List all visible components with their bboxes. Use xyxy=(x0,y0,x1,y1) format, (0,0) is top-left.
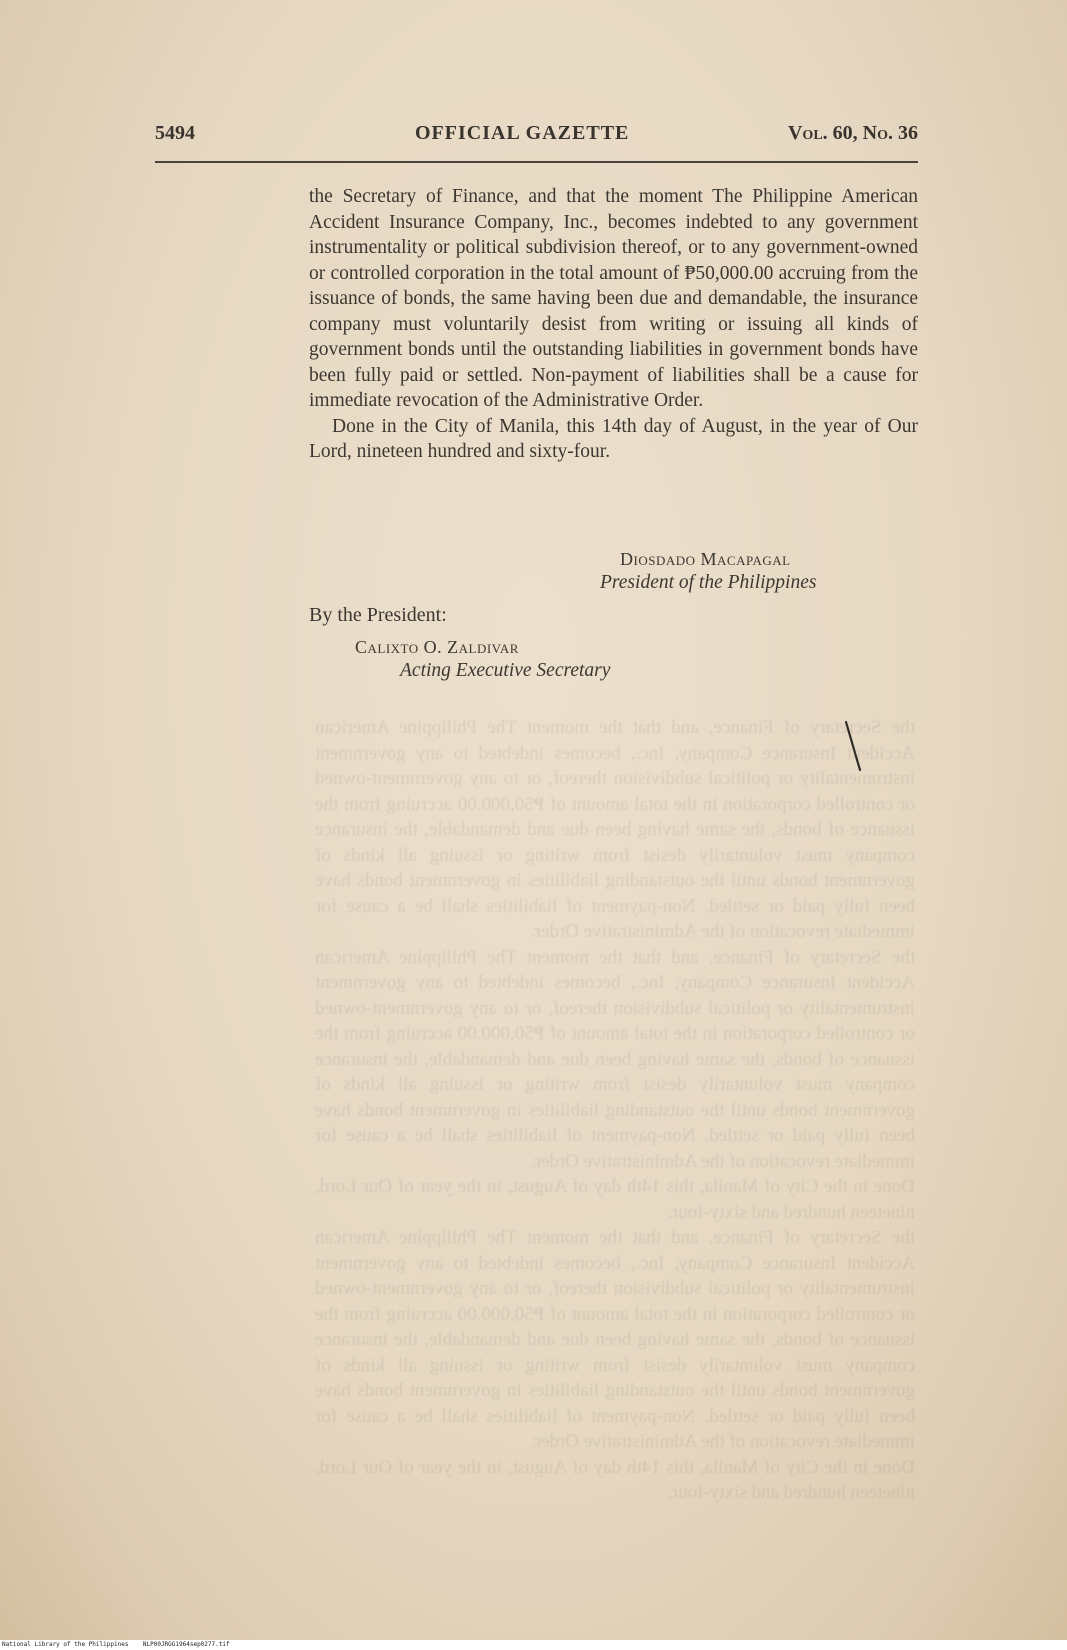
volume-info: Vol. 60, No. 36 xyxy=(787,122,918,144)
body-text xyxy=(309,184,918,465)
secretary-name: Calixto O. Zaldivar xyxy=(355,637,519,657)
page-header xyxy=(155,122,923,152)
president-title: President of the Philippines xyxy=(600,572,817,593)
president-name: Diosdado Macapagal xyxy=(620,549,791,569)
publication-title: OFFICIAL GAZETTE xyxy=(415,122,630,144)
by-the-president-line: By the President: xyxy=(309,604,447,626)
page-number: 5494 xyxy=(155,122,195,144)
secretary-title: Acting Executive Secretary xyxy=(400,660,611,681)
header-rule xyxy=(155,161,918,163)
scan-footer-note: National Library of the Philippines NLP00JRGG1964sep0277.tif xyxy=(2,1641,230,1648)
bleed-through-text: the Secretary of Finance, and that the moment The Philippine American Accident Insurance Company, Inc., becomes indebted to any government instrumentality or political subdivision thereof, or to any government-owned or controlled corporation in the total amount of ₱50,000.00 accruing from the issuance of bonds, the same having been due and demandable, the insurance company must voluntarily desist from writing or issuing all kinds of government bonds until the outstanding liabilities in government bonds have been fully paid or settled. Non-payment of liabilities shall be a cause for immediate revocation of the Administrative Order. the Secretary of Finance, and that the moment The Philippine American Accident Insurance Company, Inc., becomes indebted to any government instrumentality or political subdivision thereof, or to any government-owned or controlled corporation in the total amount of ₱50,000.00 accruing from the issuance of bonds, the same having been due and demandable, the insurance company must voluntarily desist from writing or issuing all kinds of government bonds until the outstanding liabilities in government bonds have been fully paid or settled. Non-payment of liabilities shall be a cause for immediate revocation of the Administrative Order. Done in the City of Manila, this 14th day of August, in the year of Our Lord, nineteen hundred and sixty-four. the Secretary of Finance, and that the moment The Philippine American Accident Insurance Company, Inc., becomes indebted to any government instrumentality or political subdivision thereof, or to any government-owned or controlled corporation in the total amount of ₱50,000.00 accruing from the issuance of bonds, the same having been due and demandable, the insurance company must voluntarily desist from writing or issuing all kinds of government bonds until the outstanding liabilities in government bonds have been fully paid or settled. Non-payment of liabilities shall be a cause for immediate revocation of the Administrative Order. Done in the City of Manila, this 14th day of August, in the year of Our Lord, nineteen hundred and sixty-four. xyxy=(315,717,915,1503)
paragraph: Done in the City of Manila, this 14th day of August, in the year of Our Lord, nineteen hundred and sixty-four. xyxy=(309,415,918,462)
paragraph: the Secretary of Finance, and that the moment The Philippine American Accident Insurance Company, Inc., becomes indebted to any government instrumentality or political subdivision thereof, or to any government-owned or controlled corporation in the total amount of ₱50,000.00 accruing from the issuance of bonds, the same having been due and demandable, the insurance company must voluntarily desist from writing or issuing all kinds of government bonds until the outstanding liabilities in government bonds have been fully paid or settled. Non-payment of liabilities shall be a cause for immediate revocation of the Administrative Order. xyxy=(309,186,918,411)
